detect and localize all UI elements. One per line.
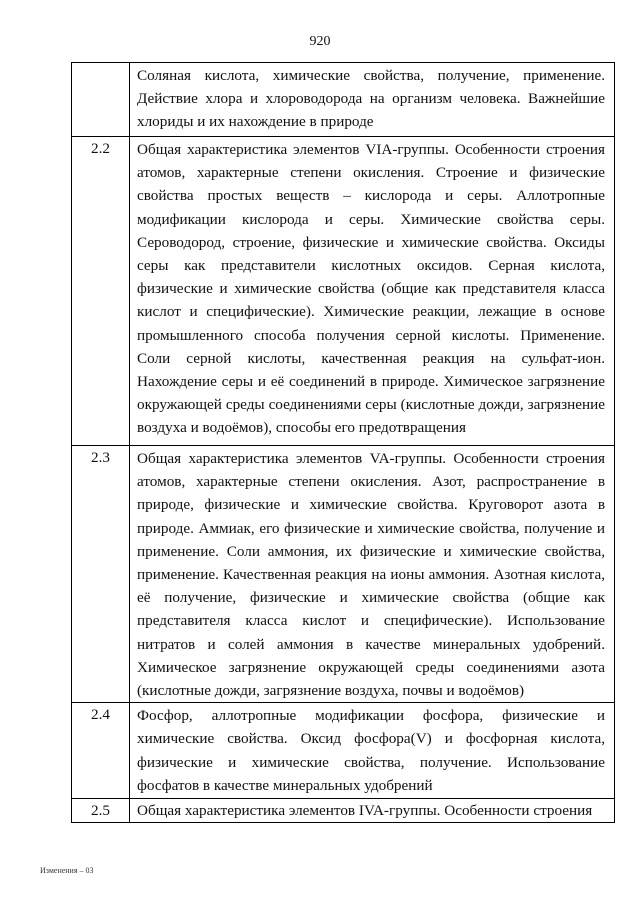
footer-revision-note: Изменения – 03 [40, 866, 94, 875]
table-row [72, 137, 615, 446]
section-text: Общая характеристика элементов VIA-группы. Особенности строения атомов, характерные степени окисления. Строение и физические свойства простых веществ – кислорода и серы. Аллотропные модификации кислорода и серы. Химические свойства серы. Сероводород, строение, физические и химические свойства. Оксиды серы как представители кислотных оксидов. Серная кислота, физические и химические свойства (общие как представителя класса кислот и специфические). Химические реакции, лежащие в основе промышленного способа получения серной кислоты. Применение. Соли серной кислоты, качественная реакция на сульфат-ион. Нахождение серы и её соединений в природе. Химическое загрязнение окружающей среды соединениями серы (кислотные дожди, загрязнение воздуха и водоёмов), способы его предотвращения [130, 137, 615, 446]
table-row [72, 63, 615, 137]
section-text: Соляная кислота, химические свойства, получение, применение. Действие хлора и хлороводорода на организм человека. Важнейшие хлориды и их нахождение в природе [130, 63, 615, 137]
section-number: 2.2 [72, 137, 130, 446]
table-row [72, 703, 615, 799]
table-row [72, 446, 615, 703]
section-number: 2.4 [72, 703, 130, 799]
section-number [72, 63, 130, 137]
section-text: Фосфор, аллотропные модификации фосфора, физические и химические свойства. Оксид фосфора(V) и фосфорная кислота, физические и химические свойства, получение. Использование фосфатов в качестве минеральных удобрений [130, 703, 615, 799]
page-number: 920 [309, 34, 331, 49]
curriculum-table [71, 62, 615, 823]
table-row [72, 799, 615, 823]
section-number: 2.5 [72, 799, 130, 823]
section-text: Общая характеристика элементов VA-группы. Особенности строения атомов, характерные степени окисления. Азот, распространение в природе, физические и химические свойства. Круговорот азота в природе. Аммиак, его физические и химические свойства, получение и применение. Соли аммония, их физические и химические свойства, применение. Качественная реакция на ионы аммония. Азотная кислота, её получение, физические и химические свойства (общие как представителя класса кислот и специфические). Использование нитратов и солей аммония в качестве минеральных удобрений. Химическое загрязнение окружающей среды соединениями азота (кислотные дожди, загрязнение воздуха, почвы и водоёмов) [130, 446, 615, 703]
section-number: 2.3 [72, 446, 130, 703]
section-text: Общая характеристика элементов IVA-группы. Особенности строения [130, 799, 615, 823]
